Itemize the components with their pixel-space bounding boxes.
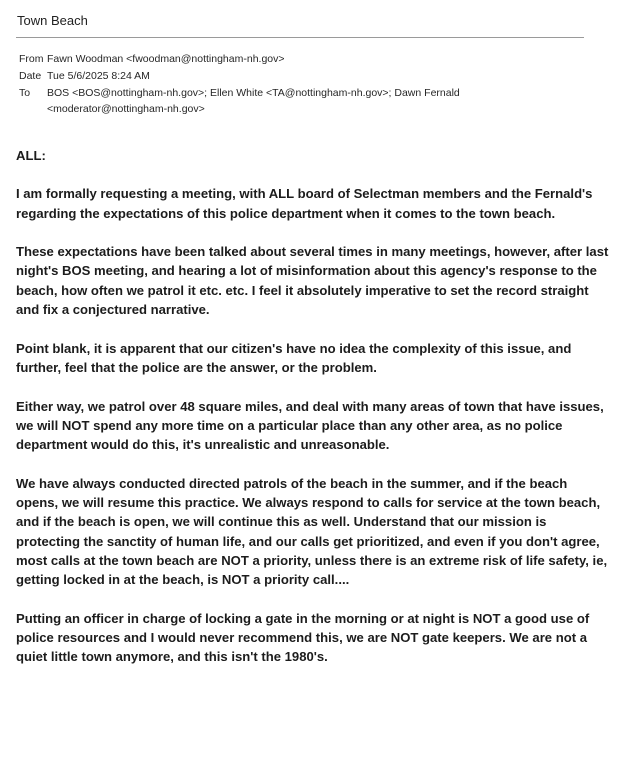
to-row [19,85,492,117]
date-label: Date [19,70,42,82]
greeting: ALL: [16,148,46,163]
date-row [19,68,492,85]
body-paragraph-2: These expectations have been talked about several times in many meetings, however, after last night's BOS meeting, and hearing a lot of misinformation about this agency's response to the beach, how often we patrol it etc. etc. I feel it absolutely imperative to set the record straight and fix a conjectured narrative. [16,244,609,318]
email-body [16,146,612,686]
body-paragraph-1: I am formally requesting a meeting, with ALL board of Selectman members and the Fernald's regarding the expectations of this police department when it comes to the town beach. [16,186,593,221]
from-row [19,51,492,68]
body-paragraph-4: Either way, we patrol over 48 square miles, and deal with many areas of town that have issues, we will NOT spend any more time on a particular place than any other area, as no police department would do this, it's unrealistic and unreasonable. [16,398,604,453]
email-subject: Town Beach [17,13,88,28]
from-value[interactable]: Fawn Woodman <fwoodman@nottingham-nh.gov> [47,53,285,65]
subject-divider [16,37,584,38]
body-paragraph-3: Point blank, it is apparent that our citizen's have no idea the complexity of this issue, and further, feel that the police are the answer, or the problem. [16,340,572,375]
to-value[interactable]: BOS <BOS@nottingham-nh.gov>; Ellen White <TA@nottingham-nh.gov>; Dawn Fernald <moderator@nottingham-nh.gov> [47,87,460,115]
to-label: To [19,87,31,99]
body-paragraph-5: We have always conducted directed patrols of the beach in the summer, and if the beach opens, we will resume this practice. We always respond to calls for service at the town beach, and if the beach is open, we will continue this as well. Understand that our mission is protecting the sanctity of human life, and our calls get prioritized, and even if you don't agree, most calls at the town beach are NOT a priority, unless there is an extreme risk of life safety, ie, getting locked in at the beach, is NOT a priority call.... [16,475,608,588]
email-headers [19,51,492,117]
from-label: From [19,53,44,65]
date-value: Tue 5/6/2025 8:24 AM [47,70,150,82]
body-paragraph-6: Putting an officer in charge of locking a gate in the morning or at night is NOT a good use of police resources and I would never recommend this, we are NOT gate keepers. We are not a quiet little town anymore, and this isn't the 1980's. [16,610,590,665]
